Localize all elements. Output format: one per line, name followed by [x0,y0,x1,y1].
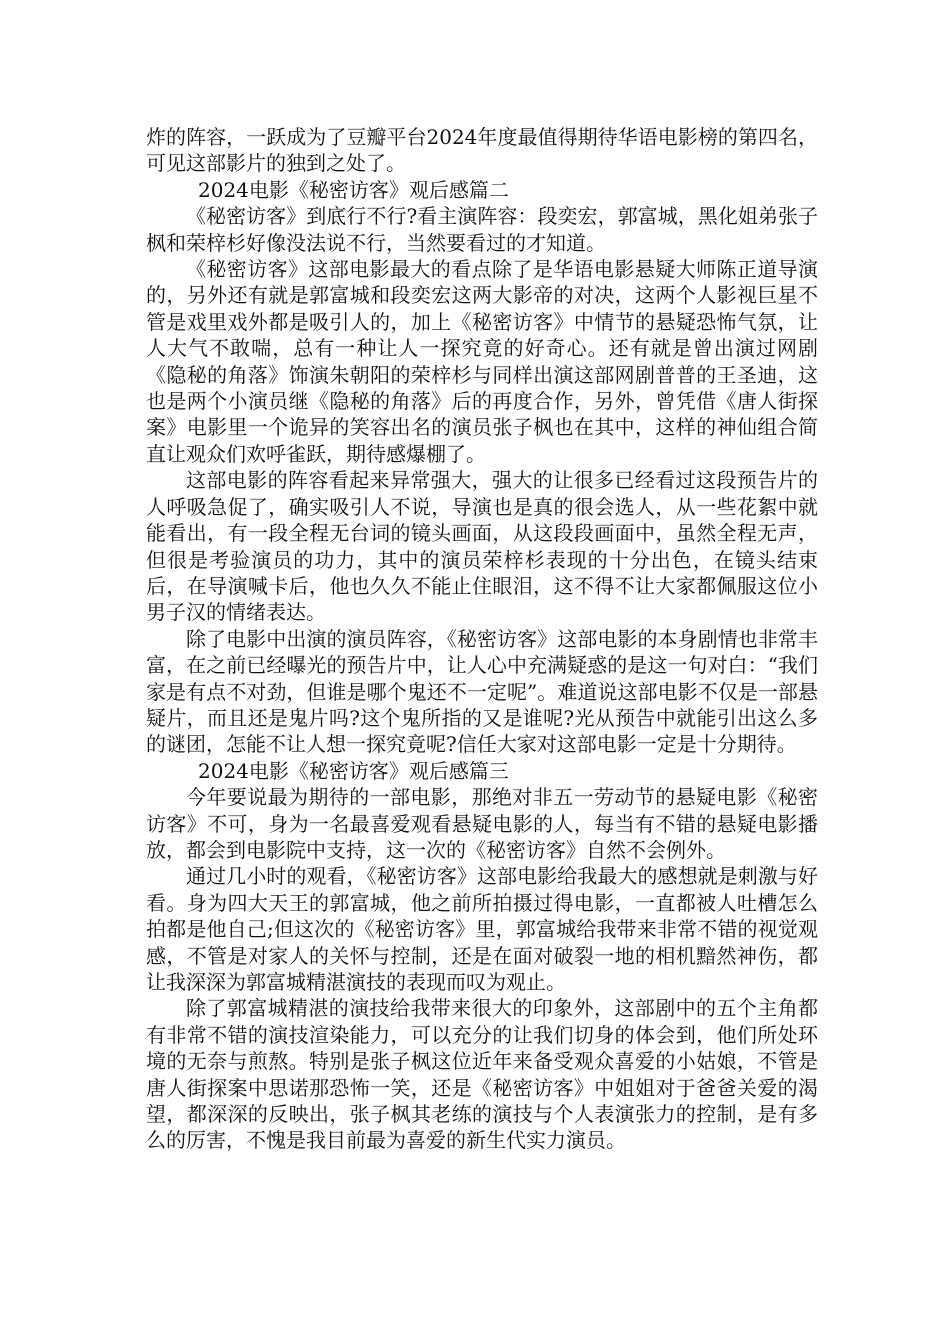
paragraph-3-3: 除了郭富城精湛的演技给我带来很大的印象外，这部剧中的五个主角都有非常不错的演技渲染能力，可以充分的让我们切身的体会到，他们所处环境的无奈与煎熬。特别是张子枫这位近年来备受观众喜爱的小姑娘，不管是唐人街探案中思诺那恐怖一笑，还是《秘密访客》中姐姐对于爸爸关爱的渴望，都深深的反映出，张子枫其老练的演技与个人表演张力的控制，是有多么的厉害，不愧是我目前最为喜爱的新生代实力演员。 [146,996,818,1153]
paragraph-2-2: 《秘密访客》这部电影最大的看点除了是华语电影悬疑大师陈正道导演的，另外还有就是郭富城和段奕宏这两大影帝的对决，这两个人影视巨星不管是戏里戏外都是吸引人的，加上《秘密访客》中情节的悬疑恐怖气氛，让人大气不敢喘，总有一种让人一探究竟的好奇心。还有就是曾出演过网剧《隐秘的角落》饰演朱朝阳的荣梓杉与同样出演这部网剧普普的王圣迪，这也是两个小演员继《隐秘的角落》后的再度合作，另外，曾凭借《唐人街探案》电影里一个诡异的笑容出名的演员张子枫也在其中，这样的神仙组合简直让观众们欢呼雀跃，期待感爆棚了。 [146,257,818,466]
paragraph-3-2: 通过几小时的观看，《秘密访客》这部电影给我最大的感想就是刺激与好看。身为四大天王的郭富城，他之前所拍摄过得电影，一直都被人吐槽怎么拍都是他自己;但这次的《秘密访客》里，郭富城给我带来非常不错的视觉观感，不管是对家人的关怀与控制，还是在面对破裂一地的相机黯然神伤，都让我深深为郭富城精湛演技的表现而叹为观止。 [146,864,818,994]
document-page [146,124,818,1154]
paragraph-2-3: 这部电影的阵容看起来异常强大，强大的让很多已经看过这段预告片的人呼吸急促了，确实吸引人不说，导演也是真的很会选人，从一些花絮中就能看出，有一段全程无台词的镜头画面，从这段段画面中，虽然全程无声，但很是考验演员的功力，其中的演员荣梓杉表现的十分出色，在镜头结束后，在导演喊卡后，他也久久不能止住眼泪，这不得不让大家都佩服这位小男子汉的情绪表达。 [146,468,818,625]
section-heading-2: 2024电影《秘密访客》观后感篇二 [198,177,509,202]
paragraph-3-1: 今年要说最为期待的一部电影，那绝对非五一劳动节的悬疑电影《秘密访客》不可，身为一名最喜爱观看悬疑电影的人，每当有不错的悬疑电影播放，都会到电影院中支持，这一次的《秘密访客》自然不会例外。 [146,785,818,862]
paragraph-intro: 炸的阵容，一跃成为了豆瓣平台2024年度最值得期待华语电影榜的第四名，可见这部影片的独到之处了。 [146,125,818,176]
section-heading-3: 2024电影《秘密访客》观后感篇三 [198,758,509,783]
paragraph-2-4: 除了电影中出演的演员阵容，《秘密访客》这部电影的本身剧情也非常丰富，在之前已经曝光的预告片中，让人心中充满疑惑的是这一句对白：“我们家是有点不对劲，但谁是哪个鬼还不一定呢”。难道说这部电影不仅是一部悬疑片，而且还是鬼片吗?这个鬼所指的又是谁呢?光从预告中就能引出这么多的谜团，怎能不让人想一探究竟呢?信任大家对这部电影一定是十分期待。 [146,626,818,757]
paragraph-2-1: 《秘密访客》到底行不行?看主演阵容：段奕宏，郭富城，黑化姐弟张子枫和荣梓杉好像没法说不行，当然要看过的才知道。 [146,204,818,255]
